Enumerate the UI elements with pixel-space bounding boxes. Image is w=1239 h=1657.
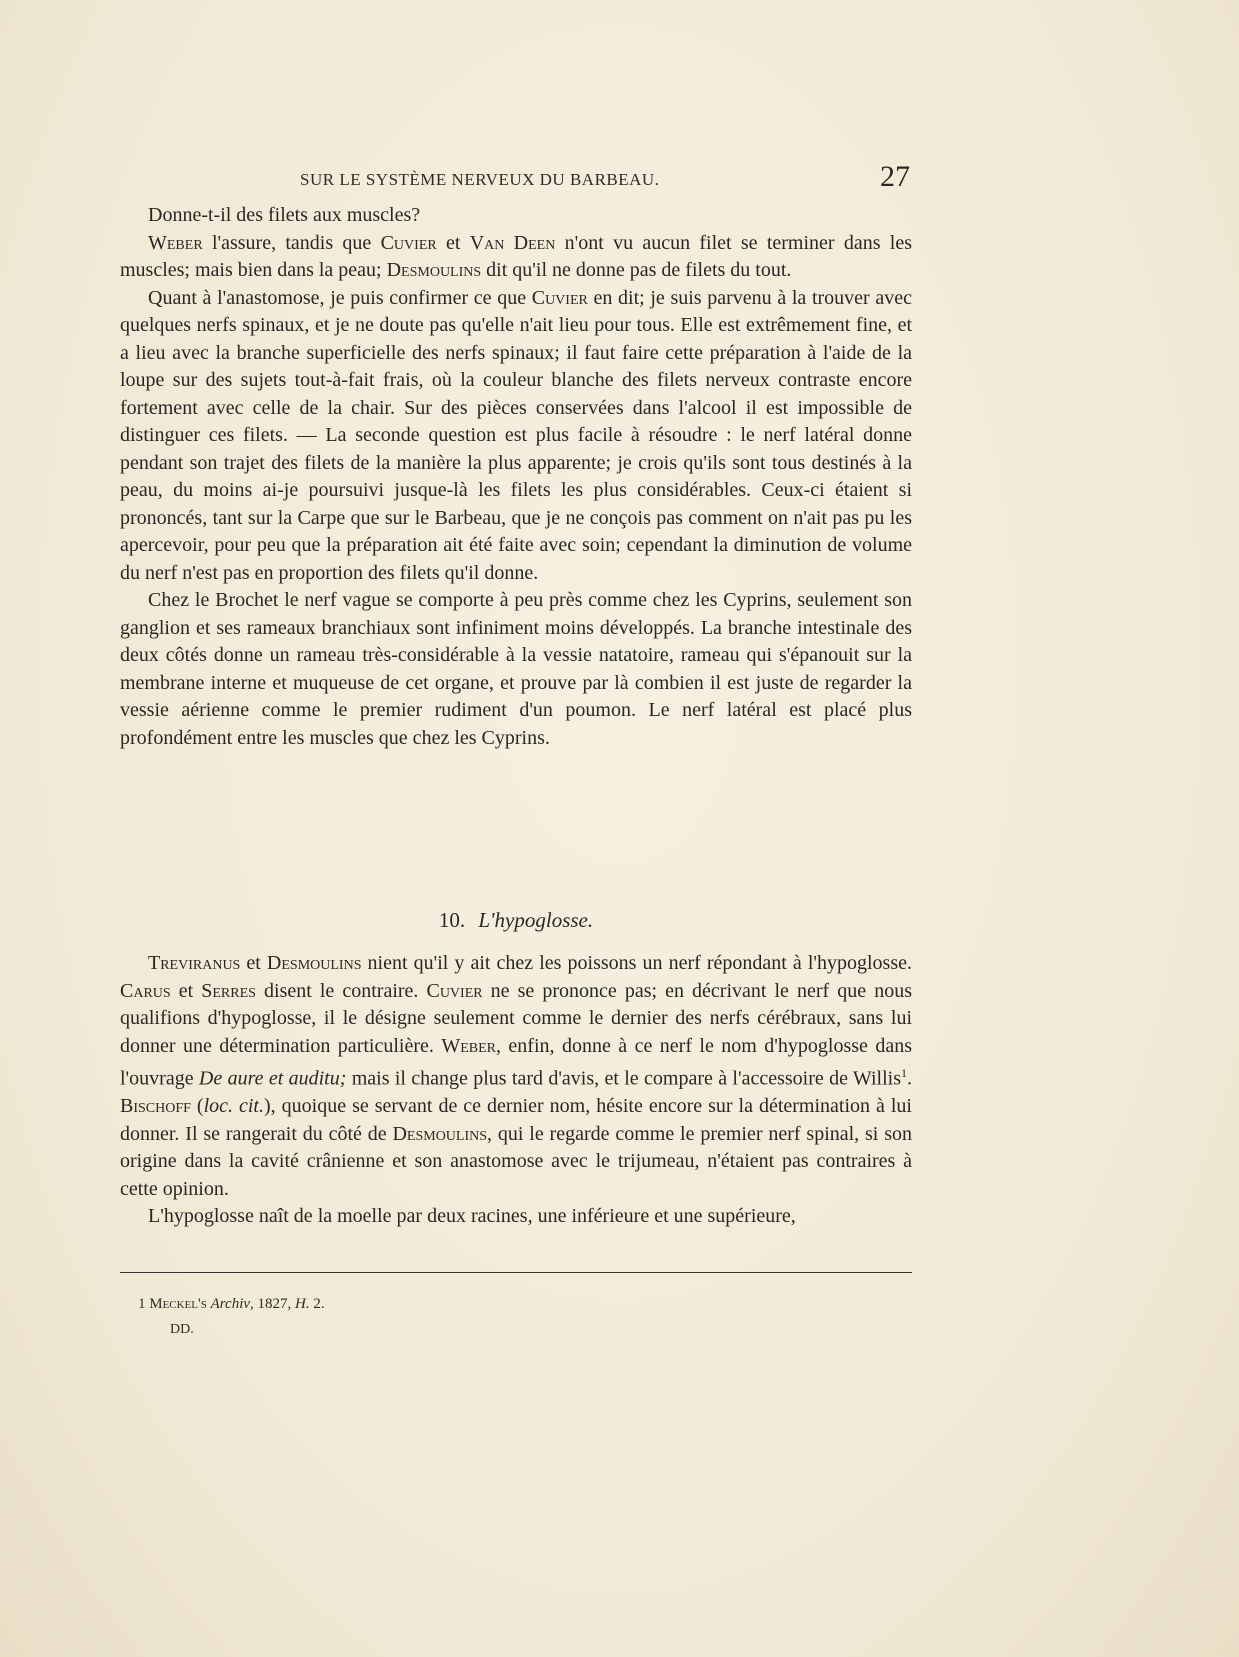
signature-mark: DD. xyxy=(170,1322,194,1337)
footnote xyxy=(138,1296,325,1313)
paragraph xyxy=(120,230,912,285)
section-heading xyxy=(120,908,912,933)
author-name: Van Deen xyxy=(469,231,556,254)
text-run: l'assure, tandis que xyxy=(202,231,381,254)
text-run: , qui le regarde comme le premier nerf spinal, si son origine dans la cavité crânienne et son anastomose avec le trijumeau, n'étaient pas contraires à cette opinion. xyxy=(120,1122,912,1200)
page-number: 27 xyxy=(880,160,910,193)
author-name: Weber xyxy=(148,231,203,254)
author-name: Desmoulins xyxy=(386,259,482,281)
author-name: Cuvier xyxy=(426,979,483,1002)
text-run: ne se prononce pas; en décrivant le nerf que nous qualifions d'hypoglosse, il le désigne seulement comme le dernier des nerfs cérébraux, sans lui donner une détermination particulière. xyxy=(120,979,912,1057)
text-run: nient qu'il y ait chez les poissons un nerf répondant à l'hypoglosse. xyxy=(361,952,912,974)
paragraph xyxy=(120,1203,912,1231)
footnote-author: Meckel's xyxy=(149,1296,207,1312)
paragraph xyxy=(120,587,912,752)
section-number: 10. xyxy=(438,908,466,932)
author-name: Cuvier xyxy=(380,231,437,254)
text-run: Donne-t-il des filets aux muscles? xyxy=(148,204,421,226)
text-run: Quant à l'anastomose, je puis confirmer ce que xyxy=(148,286,532,309)
author-name: Bischoff xyxy=(120,1095,191,1118)
text-run: ( xyxy=(190,1095,204,1118)
page-header xyxy=(120,160,910,196)
footnote-year: , 1827, xyxy=(250,1296,296,1312)
footnote-title: Archiv xyxy=(210,1296,251,1312)
text-run: , enfin, donne à ce nerf le nom d'hypoglosse dans l'ouvrage xyxy=(120,1034,912,1090)
author-name: Weber xyxy=(441,1034,496,1057)
footnote-marker: 1 xyxy=(138,1296,146,1312)
text-run: et xyxy=(170,979,202,1002)
section-title: L'hypoglosse. xyxy=(478,908,594,932)
author-name: Cuvier xyxy=(531,286,588,309)
italic-text: loc. cit. xyxy=(203,1095,264,1118)
italic-text: De aure et auditu; xyxy=(198,1067,347,1090)
text-run: en dit; je suis parvenu à la trouver avec quelques nerfs spinaux, et je ne doute pas qu'elle n'ait lieu pour tous. Elle est extrêmement fine, et a lieu avec la branche superficielle des nerfs spinaux; il faut faire cette préparation à l'aide de la loupe sur des sujets tout-à-fait frais, où la couleur blanche des filets nerveux contraste encore fortement avec celle de la chair. Sur des pièces conservées dans l'alcool il est impossible de distinguer ces filets. — La seconde question est plus facile à résoudre : le nerf latéral donne pendant son trajet des filets de la manière la plus apparente; je crois qu'ils sont tous destinés à la peau, du moins ai-je poursuivi jusque-là les filets les plus considérables. Ceux-ci étaient si prononcés, tant sur la Carpe que sur le Barbeau, que je ne conçois pas comment on n'ait pas pu les apercevoir, pour peu que la préparation ait été faite avec soin; cependant la diminution de volume du nerf n'est pas en proportion des filets qu'il donne. xyxy=(120,286,912,584)
text-run: disent le contraire. xyxy=(255,979,427,1002)
text-run: n'ont vu aucun filet se terminer dans les muscles; mais bien dans la peau; xyxy=(120,231,913,281)
paragraph xyxy=(120,950,912,1203)
author-name: Desmoulins xyxy=(266,952,362,974)
text-run: dit qu'il ne donne pas de filets du tout. xyxy=(481,259,792,281)
paragraph xyxy=(120,202,912,230)
running-head: SUR LE SYSTÈME NERVEUX DU BARBEAU. xyxy=(300,170,660,189)
text-run: ), quoique se servant de ce dernier nom, hésite encore sur la détermination à lui donner. Il se rangerait du côté de xyxy=(120,1095,912,1145)
text-run: Chez le Brochet le nerf vague se comporte à peu près comme chez les Cyprins, seulement son ganglion et ses rameaux branchiaux sont infiniment moins développés. La branche intestinale des deux côtés donne un rameau très-considérable à la vessie natatoire, rameau qui s'épanouit sur la membrane interne et muqueuse de cet organe, et prouve par là combien il est juste de regarder la vessie aérienne comme le premier rudiment d'un poumon. Le nerf latéral est placé plus profondément entre les muscles que chez les Cyprins. xyxy=(120,589,912,749)
footnote-issue: H. xyxy=(295,1296,310,1312)
text-run: L'hypoglosse naît de la moelle par deux racines, une inférieure et une supérieure, xyxy=(148,1205,796,1228)
footnote-issue-number: 2. xyxy=(309,1296,325,1312)
text-run: . xyxy=(907,1067,913,1090)
author-name: Treviranus xyxy=(148,952,241,974)
text-run: mais il change plus tard d'avis, et le compare à l'accessoire de Willis xyxy=(346,1067,902,1090)
footnote-rule xyxy=(120,1272,912,1273)
author-name: Desmoulins xyxy=(392,1122,488,1145)
author-name: Serres xyxy=(201,979,256,1002)
text-run: et xyxy=(436,231,470,254)
body-text-section-1 xyxy=(120,202,912,752)
paragraph xyxy=(120,285,912,588)
footnote-reference: 1 xyxy=(901,1066,908,1080)
text-run: et xyxy=(240,952,267,974)
author-name: Carus xyxy=(120,979,171,1002)
body-text-section-2 xyxy=(120,950,912,1231)
